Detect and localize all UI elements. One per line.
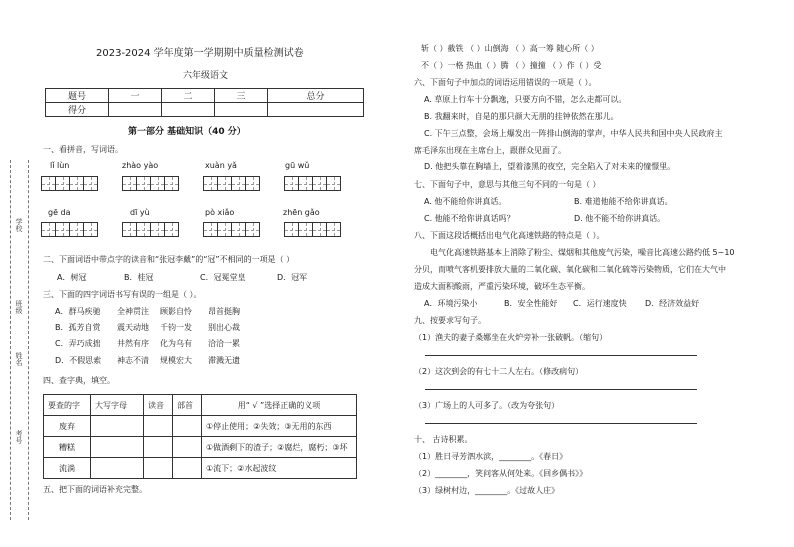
q5-title: 五、把下面的词语补充完整。: [43, 485, 147, 494]
dict-word-2: 糟糕: [44, 437, 91, 458]
q6-option-d[interactable]: D. 他把头靠在胸墙上，望着漆黑的夜空，完全陷入了对未来的憧憬里。: [424, 162, 676, 171]
dict-header-meaning: 用“ √ ”选择正确的义项: [202, 395, 357, 416]
q2-option-a[interactable]: A．树冠: [57, 273, 87, 282]
q3-a-1[interactable]: A．群马疾驰: [55, 307, 101, 316]
dict-letter-2[interactable]: [91, 437, 144, 458]
q1-pinyin-5: gē da: [48, 208, 71, 217]
q3-b-3: 千钧一发: [160, 323, 192, 332]
q1-pinyin-2: zhào yào: [122, 161, 159, 170]
dict-meaning-2[interactable]: ①做酒剩下的渣子；②腐烂，腐朽；③坏: [202, 437, 357, 458]
q3-title: 三、下面的四字词语书写有误的一组是（ ）。: [43, 290, 202, 299]
q3-a-4: 昂首挺胸: [208, 307, 240, 316]
dict-reading-2[interactable]: [144, 437, 173, 458]
q3-b-4: 别出心裁: [208, 323, 240, 332]
q10-poem-3[interactable]: （3）绿树村边，________。《过故人庄》: [414, 486, 560, 495]
exam-title: 2023-2024 学年度第一学期期中质量检测试卷: [96, 48, 304, 59]
q8-option-d[interactable]: D．经济效益好: [645, 299, 700, 308]
q9-sentence-1: （1）渔夫的妻子桑娜坐在火炉旁补一张破帆。（缩句）: [414, 333, 608, 342]
q1-answer-grid-5[interactable]: [41, 222, 97, 237]
q6-option-a[interactable]: A. 草原上行车十分飘逸，只要方向不错，怎么走都可以。: [424, 95, 627, 104]
q8-passage-3: 造成大面积酸雨，严重污染环境，破坏生态平衡。: [414, 282, 590, 291]
q10-poem-1[interactable]: （1）胜日寻芳泗水滨，________。《春日》: [414, 452, 568, 461]
q3-b-1[interactable]: B．孤芳自赏: [55, 323, 101, 332]
q1-title: 一、看拼音，写词语。: [43, 145, 123, 154]
q8-title: 八、下面这段话概括出电气化高速铁路的特点是（ ）。: [414, 231, 605, 240]
dict-letter-1[interactable]: [91, 416, 144, 437]
q1-answer-grid-4[interactable]: [284, 176, 340, 191]
binding-label-name: 姓名: [15, 352, 23, 366]
q8-passage-1: 电气化高速铁路基本上消除了粉尘、煤烟和其他废气污染，噪音比高速公路约低 5~10: [430, 248, 735, 257]
q3-c-2: 井然有序: [117, 339, 149, 348]
q10-poem-2[interactable]: （2）________，笑问客从何处来。《回乡偶书》》: [414, 469, 588, 478]
q3-d-2: 神志不清: [117, 356, 149, 365]
q2-option-d[interactable]: D．冠军: [277, 273, 308, 282]
dict-word-3: 流淌: [44, 458, 91, 479]
q6-option-b[interactable]: B. 我翻来时，自是的那只颜大无朋的挂钟依然在那儿。: [424, 112, 619, 121]
q3-d-1[interactable]: D．不假思索: [55, 356, 102, 365]
q3-c-3: 化为乌有: [160, 339, 192, 348]
q8-option-b[interactable]: B．安全性能好: [504, 299, 558, 308]
q6-option-c-line2: 席毛泽东出现在主席台上，跟群众见面了。: [414, 146, 566, 155]
q1-answer-grid-1[interactable]: [41, 176, 97, 191]
q3-c-4: 洽洽一累: [208, 339, 240, 348]
binding-line-inner: [28, 160, 29, 520]
q9-answer-line-3[interactable]: [425, 423, 697, 424]
idiom-row-2[interactable]: 不（ ）一格 热血（ ）腾 （ ）撞撞 （ ）作（ ）受: [421, 61, 602, 70]
q9-sentence-2: （2）这次到会的有七十二人左右。（修改病句）: [414, 367, 584, 376]
q3-b-2: 震天动地: [117, 323, 149, 332]
score-cell-2[interactable]: [162, 103, 215, 117]
score-cell-3[interactable]: [215, 103, 268, 117]
dict-radical-1[interactable]: [173, 416, 202, 437]
q10-title: 十、 古诗积累。: [414, 435, 473, 444]
part1-heading: 第一部分 基础知识（40 分）: [128, 127, 246, 137]
q7-option-a[interactable]: A. 他不能给你讲真话。: [424, 197, 507, 206]
dict-letter-3[interactable]: [91, 458, 144, 479]
q1-pinyin-8: zhēn gǎo: [283, 208, 320, 217]
q1-answer-grid-6[interactable]: [122, 222, 178, 237]
q3-a-2: 全神贯注: [117, 307, 149, 316]
score-header-label: 题号: [46, 89, 109, 103]
dictionary-table: [43, 394, 357, 479]
q1-answer-grid-3[interactable]: [203, 176, 259, 191]
dict-header-radical: 部首: [173, 395, 202, 416]
q1-pinyin-6: dī yù: [130, 208, 150, 217]
q3-d-3: 规模宏大: [160, 356, 192, 365]
score-cell-total[interactable]: [268, 103, 364, 117]
dict-reading-3[interactable]: [144, 458, 173, 479]
q1-pinyin-4: gū wǔ: [285, 161, 310, 170]
q8-option-a[interactable]: A．环境污染小: [424, 299, 478, 308]
dict-meaning-3[interactable]: ①流下；②水起波纹: [202, 458, 357, 479]
q9-answer-line-2[interactable]: [425, 389, 697, 390]
q8-passage-2: 分贝，而喷气客机要排放大量的二氧化碳、氧化碳和二氧化硫等污染物质，它们在大气中: [414, 265, 726, 274]
q7-title: 七、下面句子中，意思与其他三句不同的一句是（ ）: [414, 180, 601, 189]
q3-c-1[interactable]: C．弄巧成拙: [55, 339, 101, 348]
q1-answer-grid-2[interactable]: [122, 176, 178, 191]
q2-option-b[interactable]: B．桂冠: [124, 273, 154, 282]
q2-option-c[interactable]: C．冠冕堂皇: [200, 273, 246, 282]
score-cell-1[interactable]: [109, 103, 162, 117]
dict-reading-1[interactable]: [144, 416, 173, 437]
score-table: [45, 88, 364, 117]
idiom-row-1[interactable]: 斩（ ）截铁 （ ）山倒海 （ ）高一筹 随心所（ ）: [421, 44, 599, 53]
dict-radical-2[interactable]: [173, 437, 202, 458]
q3-d-4: 滞溅无遗: [208, 356, 240, 365]
dict-meaning-1[interactable]: ①停止使用；②失效；③无用的东西: [202, 416, 357, 437]
q8-option-c[interactable]: C．运行速度快: [573, 299, 627, 308]
binding-label-school: 学校: [15, 218, 23, 232]
dict-word-1: 废弃: [44, 416, 91, 437]
dict-header-word: 要查的字: [44, 395, 91, 416]
q9-title: 九、按要求写句子。: [414, 316, 486, 325]
q3-a-3: 顾影自怜: [160, 307, 192, 316]
exam-subtitle: 六年级语文: [183, 71, 229, 81]
q7-option-c[interactable]: C. 他能不给你讲真话吗？: [424, 214, 515, 223]
score-header-3: 三: [215, 89, 268, 103]
dict-radical-3[interactable]: [173, 458, 202, 479]
score-header-total: 总分: [268, 89, 364, 103]
binding-label-class: 班级: [15, 300, 23, 314]
score-row-label: 得分: [46, 103, 109, 117]
binding-label-number: 考号: [15, 430, 23, 444]
q1-pinyin-1: lǐ lùn: [50, 161, 70, 170]
q9-sentence-3: （3）广场上的人可多了。（改为夸张句）: [414, 401, 560, 410]
q7-option-d[interactable]: D. 他不能不给你讲真话。: [574, 214, 666, 223]
q4-title: 四、查字典，填空。: [43, 376, 115, 385]
q2-title: 二、下面词语中带点字的读音和“张冠李戴”的“冠”不相同的一项是（ ）: [43, 255, 295, 264]
dict-header-reading: 读音: [144, 395, 173, 416]
q9-answer-line-1[interactable]: [425, 355, 697, 356]
dict-header-letter: 大写字母: [91, 395, 144, 416]
score-header-1: 一: [109, 89, 162, 103]
q1-pinyin-3: xuàn yǎ: [205, 161, 237, 170]
score-header-2: 二: [162, 89, 215, 103]
binding-line-outer: [10, 160, 11, 520]
q1-answer-grid-7[interactable]: [203, 222, 259, 237]
q6-option-c-line1[interactable]: C. 下午三点整，会场上爆发出一阵排山倒海的掌声，中华人民共和国中央人民政府主: [424, 129, 723, 138]
q1-answer-grid-8[interactable]: [284, 222, 340, 237]
q6-title: 六、下面句子中加点的词语运用错误的一项是（ ）。: [414, 78, 597, 87]
q1-pinyin-7: pò xiǎo: [205, 208, 235, 217]
q7-option-b[interactable]: B. 难道他能不给你讲真话。: [574, 197, 673, 206]
